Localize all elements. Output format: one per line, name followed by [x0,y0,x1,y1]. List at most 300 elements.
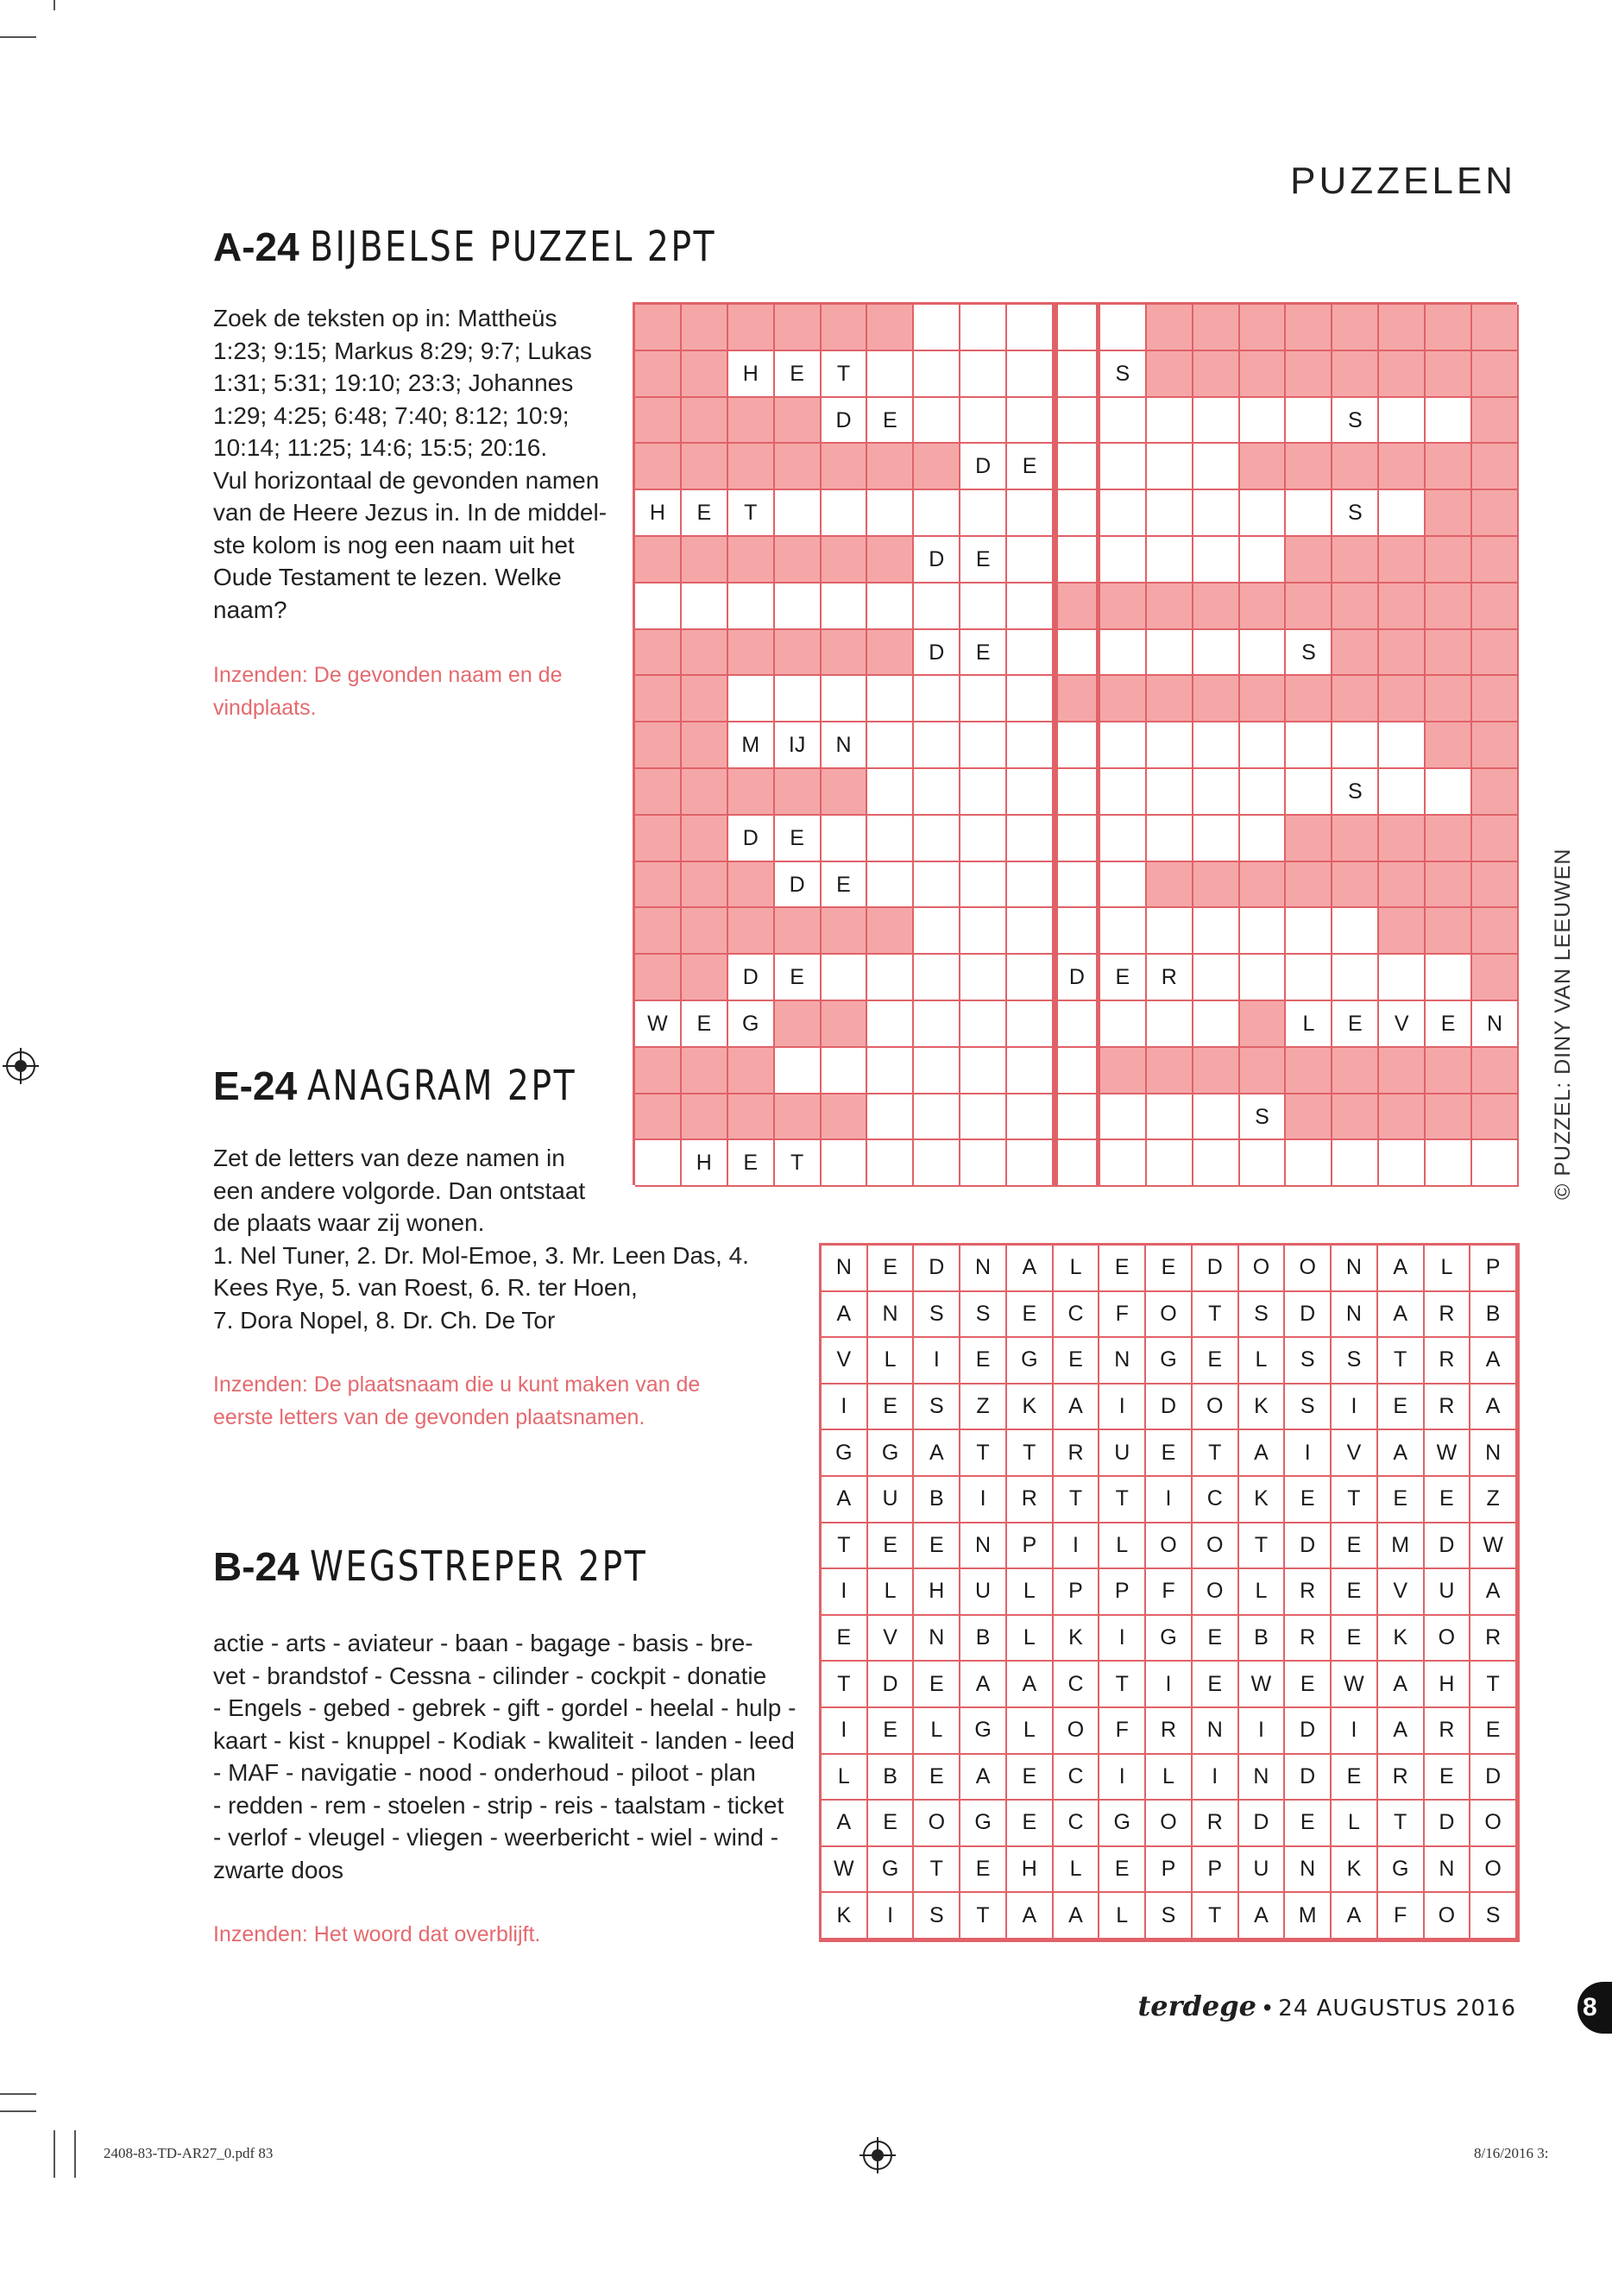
word-search-letter: T [1378,1801,1425,1847]
crop-mark [0,2110,36,2112]
crossword-cell[interactable]: D [728,816,775,862]
crossword-cell[interactable]: T [728,490,775,537]
crossword-cell[interactable] [775,490,822,537]
crossword-blocked-cell [1286,444,1332,490]
crossword-cell[interactable] [1147,1140,1193,1187]
crossword-cell[interactable] [1100,769,1147,816]
crossword-cell[interactable]: S [1332,490,1379,537]
crossword-cell[interactable] [867,955,914,1001]
crossword-cell[interactable] [1007,1001,1054,1048]
crossword-cell[interactable] [914,1140,960,1187]
print-slug-timestamp: 8/16/2016 3: [1474,2145,1549,2161]
crossword-cell[interactable] [914,1048,960,1094]
crossword-cell[interactable] [960,722,1007,769]
crossword-cell[interactable] [1147,908,1193,955]
crossword-blocked-cell [1332,630,1379,677]
crossword-cell[interactable]: D [960,444,1007,490]
word-search-letter: I [914,1338,960,1385]
crossword-blocked-cell [1472,398,1519,445]
word-search-letter: R [1425,1338,1471,1385]
crossword-cell[interactable] [960,1140,1007,1187]
crossword-cell[interactable] [960,1001,1007,1048]
crossword-cell[interactable] [1193,490,1240,537]
word-search-letter: N [1285,1847,1332,1894]
crossword-cell[interactable] [1007,676,1054,722]
crossword-cell[interactable]: T [775,1140,822,1187]
word-search-letter: N [868,1292,915,1339]
crossword-cell[interactable] [960,769,1007,816]
crossword-cell[interactable]: E [682,490,728,537]
crossword-cell[interactable] [867,583,914,630]
crossword-cell[interactable] [1007,816,1054,862]
word-list-line: actie - arts - aviateur - baan - bagage - basis - bre- [213,1630,753,1656]
crossword-cell[interactable]: H [682,1140,728,1187]
crossword-cell[interactable] [1007,351,1054,398]
crossword-cell[interactable] [960,676,1007,722]
crossword-cell[interactable]: E [775,955,822,1001]
word-search-letter: E [1099,1847,1146,1894]
word-search-letter: E [1285,1477,1332,1523]
crossword-cell[interactable] [1379,490,1426,537]
crossword-cell[interactable] [775,583,822,630]
crossword-cell[interactable] [822,955,868,1001]
crossword-middle-cell[interactable] [1054,862,1100,909]
crossword-blocked-cell [1332,1048,1379,1094]
word-search-letter: B [1470,1292,1517,1339]
crossword-cell[interactable] [1193,444,1240,490]
crossword-cell[interactable] [867,490,914,537]
crossword-cell[interactable] [1379,398,1426,445]
crossword-cell[interactable]: S [1100,351,1147,398]
word-search-letter: E [868,1801,915,1847]
crossword-cell[interactable] [914,862,960,909]
crossword-cell[interactable] [1100,1140,1147,1187]
section-label: PUZZELEN [1290,160,1516,202]
word-search-letter: B [1239,1616,1286,1662]
crossword-cell[interactable] [822,816,868,862]
crossword-cell[interactable]: D [822,398,868,445]
word-search-letter: O [1146,1292,1193,1339]
crossword-cell[interactable] [1286,398,1332,445]
crossword-cell[interactable] [914,816,960,862]
word-search-letter: R [1285,1616,1332,1662]
crossword-cell[interactable]: V [1379,1001,1426,1048]
crossword-cell[interactable] [1426,398,1472,445]
word-search-letter: I [1099,1385,1146,1431]
crossword-cell[interactable] [682,583,728,630]
crossword-cell[interactable] [1286,955,1332,1001]
crossword-cell[interactable] [1193,1001,1240,1048]
crossword-cell[interactable] [1007,908,1054,955]
crossword-cell[interactable]: D [914,630,960,677]
crossword-cell[interactable]: H [635,490,682,537]
crossword-cell[interactable] [1193,769,1240,816]
crossword-blocked-cell [1472,490,1519,537]
crossword-cell[interactable]: IJ [775,722,822,769]
crossword-cell[interactable] [867,769,914,816]
crossword-cell[interactable] [1007,862,1054,909]
crossword-cell[interactable] [914,908,960,955]
crossword-cell[interactable] [1007,1094,1054,1141]
word-search-letter: A [1378,1662,1425,1708]
word-search-letter: T [1470,1662,1517,1708]
crossword-cell[interactable]: E [1426,1001,1472,1048]
crossword-blocked-cell [775,630,822,677]
crossword-cell[interactable] [1100,1094,1147,1141]
crossword-cell[interactable] [1193,816,1240,862]
crossword-cell[interactable]: E [775,351,822,398]
crossword-grid [633,302,1517,1185]
submit-line: Inzenden: De gevonden naam en de [213,663,563,687]
crossword-blocked-cell [1286,537,1332,583]
word-search-letter: K [1239,1477,1286,1523]
word-list-line: vet - brandstof - Cessna - cilinder - cockpit - donatie [213,1662,767,1689]
crossword-blocked-cell [822,305,868,351]
crossword-cell[interactable] [1193,1140,1240,1187]
crossword-middle-cell[interactable] [1054,1048,1100,1094]
crossword-cell[interactable] [1193,537,1240,583]
crossword-cell[interactable] [1426,1140,1472,1187]
crossword-cell[interactable]: N [1472,1001,1519,1048]
crossword-cell[interactable] [1379,1140,1426,1187]
crossword-cell[interactable] [1100,908,1147,955]
crossword-blocked-cell [867,630,914,677]
crossword-cell[interactable] [914,676,960,722]
crossword-cell[interactable]: E [867,398,914,445]
crossword-cell[interactable]: R [1147,955,1193,1001]
crossword-middle-cell[interactable] [1054,630,1100,677]
crossword-cell[interactable] [960,490,1007,537]
crossword-cell[interactable] [1007,722,1054,769]
crossword-cell[interactable] [1240,816,1287,862]
crossword-blocked-cell [775,305,822,351]
word-search-letter: L [1099,1893,1146,1940]
crossword-cell[interactable] [1147,490,1193,537]
crossword-middle-cell[interactable] [1054,722,1100,769]
crossword-cell[interactable]: E [728,1140,775,1187]
crossword-cell[interactable]: D [728,955,775,1001]
crossword-blocked-cell [775,398,822,445]
page-number: 8 [1577,1982,1612,2034]
word-search-letter: N [1470,1430,1517,1477]
crossword-cell[interactable]: S [1332,398,1379,445]
crossword-cell[interactable]: E [822,862,868,909]
crossword-cell[interactable] [914,398,960,445]
word-search-letter: I [960,1477,1007,1523]
crossword-blocked-cell [1100,676,1147,722]
crossword-cell[interactable] [914,1001,960,1048]
crossword-cell[interactable]: L [1286,1001,1332,1048]
crossword-cell[interactable] [1100,398,1147,445]
crossword-middle-cell[interactable] [1054,537,1100,583]
crossword-cell[interactable] [1007,537,1054,583]
puzzle-e-submit [213,1368,817,1434]
crossword-cell[interactable] [960,908,1007,955]
crossword-cell[interactable] [1007,955,1054,1001]
crossword-cell[interactable] [960,816,1007,862]
crossword-cell[interactable] [914,305,960,351]
crossword-cell[interactable] [867,1048,914,1094]
crossword-cell[interactable] [1240,1140,1287,1187]
crossword-blocked-cell [635,630,682,677]
crossword-cell[interactable] [960,398,1007,445]
crossword-cell[interactable] [1193,722,1240,769]
crossword-cell[interactable] [1286,490,1332,537]
crossword-cell[interactable] [1332,722,1379,769]
crossword-cell[interactable] [728,676,775,722]
crossword-cell[interactable] [960,583,1007,630]
crossword-cell[interactable] [867,1140,914,1187]
crossword-cell[interactable] [822,1140,868,1187]
crossword-middle-cell[interactable] [1054,769,1100,816]
crossword-cell[interactable] [1100,305,1147,351]
crossword-blocked-cell [1286,1048,1332,1094]
word-search-letter: D [914,1246,960,1292]
crossword-blocked-cell [728,398,775,445]
crossword-cell[interactable] [1379,769,1426,816]
crossword-blocked-cell [1426,862,1472,909]
crossword-cell[interactable]: E [1332,1001,1379,1048]
crossword-cell[interactable] [867,351,914,398]
crossword-cell[interactable] [914,722,960,769]
crossword-blocked-cell [775,769,822,816]
crossword-middle-cell[interactable] [1054,351,1100,398]
crossword-cell[interactable] [1286,769,1332,816]
crossword-cell[interactable] [960,955,1007,1001]
crossword-blocked-cell [1193,305,1240,351]
crossword-cell[interactable] [1240,630,1287,677]
crossword-cell[interactable] [1147,769,1193,816]
crossword-cell[interactable] [1240,722,1287,769]
crossword-cell[interactable] [1286,722,1332,769]
word-search-letter: T [914,1847,960,1894]
crossword-blocked-cell [728,862,775,909]
word-search-letter: L [1054,1246,1100,1292]
crossword-cell[interactable] [1193,1094,1240,1141]
crossword-cell[interactable] [1007,583,1054,630]
word-search-letter: B [914,1477,960,1523]
crossword-cell[interactable] [1240,955,1287,1001]
crossword-cell[interactable]: M [728,722,775,769]
crossword-blocked-cell [728,444,775,490]
crossword-cell[interactable] [1147,1001,1193,1048]
crossword-cell[interactable] [960,1094,1007,1141]
crossword-cell[interactable] [1007,398,1054,445]
crossword-cell[interactable] [914,583,960,630]
crossword-cell[interactable] [822,583,868,630]
word-search-letter: S [1239,1292,1286,1339]
crossword-blocked-cell [822,908,868,955]
crossword-middle-cell[interactable] [1054,1140,1100,1187]
crossword-cell[interactable] [1240,537,1287,583]
crossword-cell[interactable] [1147,398,1193,445]
crossword-cell[interactable] [1193,630,1240,677]
crossword-cell[interactable] [1147,537,1193,583]
crossword-blocked-cell [1193,351,1240,398]
word-search-letter: T [1378,1338,1425,1385]
word-search-letter: G [1099,1801,1146,1847]
crossword-blocked-cell [1426,1048,1472,1094]
crossword-cell[interactable] [1240,769,1287,816]
crossword-cell[interactable] [1100,630,1147,677]
crossword-cell[interactable] [867,722,914,769]
crossword-cell[interactable] [1007,490,1054,537]
crossword-cell[interactable] [914,769,960,816]
crossword-cell[interactable] [1332,908,1379,955]
crossword-cell[interactable] [1286,908,1332,955]
crossword-cell[interactable]: S [1286,630,1332,677]
word-search-letter: R [1146,1708,1193,1755]
crossword-cell[interactable] [1100,862,1147,909]
crossword-blocked-cell [822,630,868,677]
crossword-cell[interactable] [1426,769,1472,816]
crossword-cell[interactable]: E [1100,955,1147,1001]
crossword-blocked-cell [1147,305,1193,351]
crossword-cell[interactable] [1100,1001,1147,1048]
crossword-cell[interactable] [867,862,914,909]
word-search-letter: U [1239,1847,1286,1894]
crossword-cell[interactable] [914,490,960,537]
crossword-cell[interactable]: E [682,1001,728,1048]
crossword-blocked-cell [1379,1094,1426,1141]
crossword-cell[interactable]: D [775,862,822,909]
crossword-cell[interactable] [1193,908,1240,955]
word-search-letter: E [960,1847,1007,1894]
crossword-blocked-cell [1379,351,1426,398]
crossword-cell[interactable]: N [822,722,868,769]
crossword-middle-cell[interactable] [1054,1001,1100,1048]
crossword-cell[interactable] [775,676,822,722]
crossword-cell[interactable] [1147,1094,1193,1141]
word-search-letter: R [1285,1569,1332,1616]
crossword-blocked-cell [635,351,682,398]
crossword-cell[interactable] [960,351,1007,398]
crossword-blocked-cell [1472,862,1519,909]
crossword-middle-cell[interactable] [1054,1094,1100,1141]
crossword-cell[interactable] [1147,444,1193,490]
crossword-cell[interactable] [960,862,1007,909]
crossword-cell[interactable]: H [728,351,775,398]
crossword-cell[interactable] [867,816,914,862]
crossword-cell[interactable] [1472,1140,1519,1187]
word-search-letter: A [1054,1385,1100,1431]
crossword-middle-cell[interactable] [1054,305,1100,351]
word-search-letter: D [1470,1755,1517,1801]
crossword-cell[interactable] [1100,490,1147,537]
crossword-cell[interactable] [775,1048,822,1094]
crossword-middle-cell[interactable]: D [1054,955,1100,1001]
crossword-cell[interactable] [1007,305,1054,351]
crossword-cell[interactable] [867,1001,914,1048]
crossword-cell[interactable]: E [960,630,1007,677]
crossword-cell[interactable]: G [728,1001,775,1048]
word-search-letter: L [1054,1847,1100,1894]
word-search-letter: B [960,1616,1007,1662]
crossword-blocked-cell [822,769,868,816]
crossword-cell[interactable] [960,1048,1007,1094]
crossword-cell[interactable] [728,583,775,630]
crossword-blocked-cell [1193,1048,1240,1094]
crossword-blocked-cell [1472,908,1519,955]
crossword-middle-cell [1054,583,1100,630]
crossword-cell[interactable] [1007,769,1054,816]
crossword-cell[interactable] [1100,537,1147,583]
instruction-line: 10:14; 11:25; 14:6; 15:5; 20:16. [213,434,548,461]
crossword-cell[interactable] [1100,444,1147,490]
crossword-blocked-cell [728,537,775,583]
crossword-blocked-cell [728,1094,775,1141]
crossword-blocked-cell [1379,444,1426,490]
crossword-cell[interactable] [914,1094,960,1141]
crossword-cell[interactable] [1332,1140,1379,1187]
crossword-blocked-cell [822,444,868,490]
crossword-cell[interactable] [1193,398,1240,445]
crossword-cell[interactable] [914,955,960,1001]
crossword-cell[interactable] [1332,955,1379,1001]
crossword-cell[interactable] [1240,398,1287,445]
crossword-middle-cell[interactable] [1054,444,1100,490]
crossword-cell[interactable] [1147,816,1193,862]
crossword-middle-cell[interactable] [1054,398,1100,445]
crossword-middle-cell[interactable] [1054,490,1100,537]
crossword-cell[interactable] [1007,1140,1054,1187]
word-search-letter: C [1054,1801,1100,1847]
word-search-letter: E [822,1616,868,1662]
puzzle-title: WEGSTREPER 2PT [309,1542,647,1591]
crossword-cell[interactable]: W [635,1001,682,1048]
crossword-cell[interactable] [1426,955,1472,1001]
crossword-cell[interactable]: E [1007,444,1054,490]
crossword-cell[interactable] [960,305,1007,351]
word-list-line: - Engels - gebed - gebrek - gift - gordel - heelal - hulp - [213,1694,797,1721]
crossword-middle-cell[interactable] [1054,908,1100,955]
crossword-cell[interactable] [1240,490,1287,537]
crossword-cell[interactable]: E [960,537,1007,583]
crossword-cell[interactable]: S [1240,1094,1287,1141]
crossword-cell[interactable] [1379,955,1426,1001]
crossword-cell[interactable]: E [775,816,822,862]
crossword-cell[interactable] [1286,1140,1332,1187]
crossword-cell[interactable] [1100,722,1147,769]
crossword-blocked-cell [1332,816,1379,862]
crossword-cell[interactable] [822,490,868,537]
crossword-middle-cell[interactable] [1054,816,1100,862]
crossword-cell[interactable] [1147,722,1193,769]
crossword-cell[interactable] [822,676,868,722]
crossword-cell[interactable] [867,676,914,722]
crossword-cell[interactable] [1193,955,1240,1001]
crossword-cell[interactable] [1007,1048,1054,1094]
crossword-cell[interactable] [1100,816,1147,862]
crossword-blocked-cell [728,769,775,816]
crossword-cell[interactable]: D [914,537,960,583]
crossword-cell[interactable] [867,1094,914,1141]
word-search-letter: T [960,1430,1007,1477]
crossword-cell[interactable] [914,351,960,398]
crossword-cell[interactable]: S [1332,769,1379,816]
crossword-cell[interactable] [635,583,682,630]
crossword-cell[interactable] [1007,630,1054,677]
crossword-cell[interactable] [1147,630,1193,677]
crossword-cell[interactable] [1240,908,1287,955]
word-search-letter: H [1425,1662,1471,1708]
word-search-letter: A [1378,1246,1425,1292]
crossword-cell[interactable]: T [822,351,868,398]
crossword-blocked-cell [1379,862,1426,909]
word-search-letter: Z [960,1385,1007,1431]
crossword-cell[interactable] [1379,722,1426,769]
crossword-cell[interactable] [822,1048,868,1094]
